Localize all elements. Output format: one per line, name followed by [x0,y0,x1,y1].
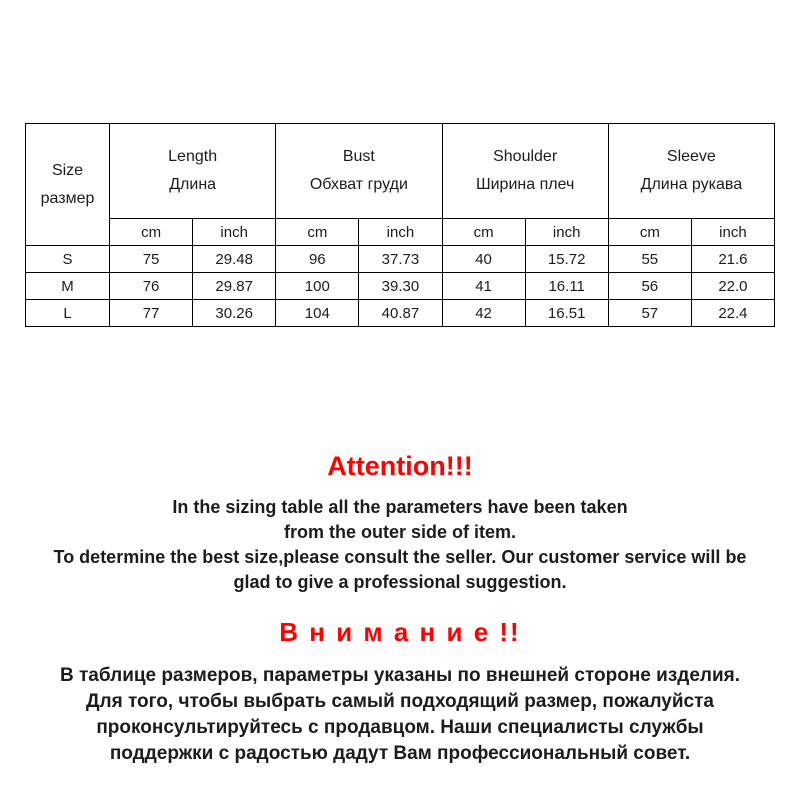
value-cell: 29.48 [193,246,276,273]
size-value: M [26,273,110,300]
size-value: S [26,246,110,273]
note-paragraph-ru: В таблице размеров, параметры указаны по внешней стороне изделия. Для того, чтобы выбрать самый подходящий размер, пожалуйста проконсультируйтесь с продавцом. Наши специалисты службы поддержки с радостью дадут Вам профессиональный совет. [59,665,741,764]
note-paragraph-en-1: In the sizing table all the parameters have been taken from the outer side of item. [172,497,628,542]
header-label-ru: Ширина плеч [475,176,575,193]
unit-cell-inch: inch [359,219,442,246]
value-cell: 56 [608,273,691,300]
value-cell: 15.72 [525,246,608,273]
value-cell: 76 [110,273,193,300]
value-cell: 16.11 [525,273,608,300]
header-label-ru: Обхват груди [309,176,408,193]
attention-heading-en: Attention!!! [327,451,473,481]
value-cell: 55 [608,246,691,273]
unit-cell-inch: inch [525,219,608,246]
header-cell-sleeve [608,124,774,219]
size-header-en: Size [51,161,84,179]
value-cell: 22.0 [691,273,774,300]
size-header-ru: размер [40,189,95,207]
value-cell: 100 [276,273,359,300]
value-cell: 37.73 [359,246,442,273]
value-cell: 96 [276,246,359,273]
table-row-m [26,273,775,300]
value-cell: 75 [110,246,193,273]
size-header-cell [26,124,110,246]
unit-cell-inch: inch [193,219,276,246]
header-label-ru: Длина [169,176,217,193]
notes-section [0,452,800,767]
unit-cell-cm: cm [110,219,193,246]
value-cell: 29.87 [193,273,276,300]
unit-cell-cm: cm [276,219,359,246]
header-label-en: Sleeve [666,148,716,165]
header-label-ru: Длина рукава [640,176,743,193]
table-header-row [26,124,775,219]
value-cell: 22.4 [691,300,774,327]
value-cell: 57 [608,300,691,327]
size-value: L [26,300,110,327]
header-cell-bust [276,124,442,219]
header-label-en: Length [168,148,218,165]
note-paragraph-en-2: To determine the best size,please consult the seller. Our customer service will be glad to give a professional suggestion. [53,547,747,592]
value-cell: 104 [276,300,359,327]
header-cell-shoulder [442,124,608,219]
unit-cell-cm: cm [608,219,691,246]
value-cell: 42 [442,300,525,327]
header-label-en: Shoulder [493,148,558,165]
value-cell: 77 [110,300,193,327]
value-cell: 41 [442,273,525,300]
value-cell: 40.87 [359,300,442,327]
size-table [25,123,775,327]
table-row-l [26,300,775,327]
unit-cell-cm: cm [442,219,525,246]
value-cell: 40 [442,246,525,273]
value-cell: 21.6 [691,246,774,273]
header-cell-length [110,124,276,219]
value-cell: 16.51 [525,300,608,327]
unit-cell-inch: inch [691,219,774,246]
value-cell: 30.26 [193,300,276,327]
attention-heading-ru: В н и м а н и е !! [279,617,521,647]
table-row-s [26,246,775,273]
unit-row [26,219,775,246]
value-cell: 39.30 [359,273,442,300]
header-label-en: Bust [342,148,375,165]
